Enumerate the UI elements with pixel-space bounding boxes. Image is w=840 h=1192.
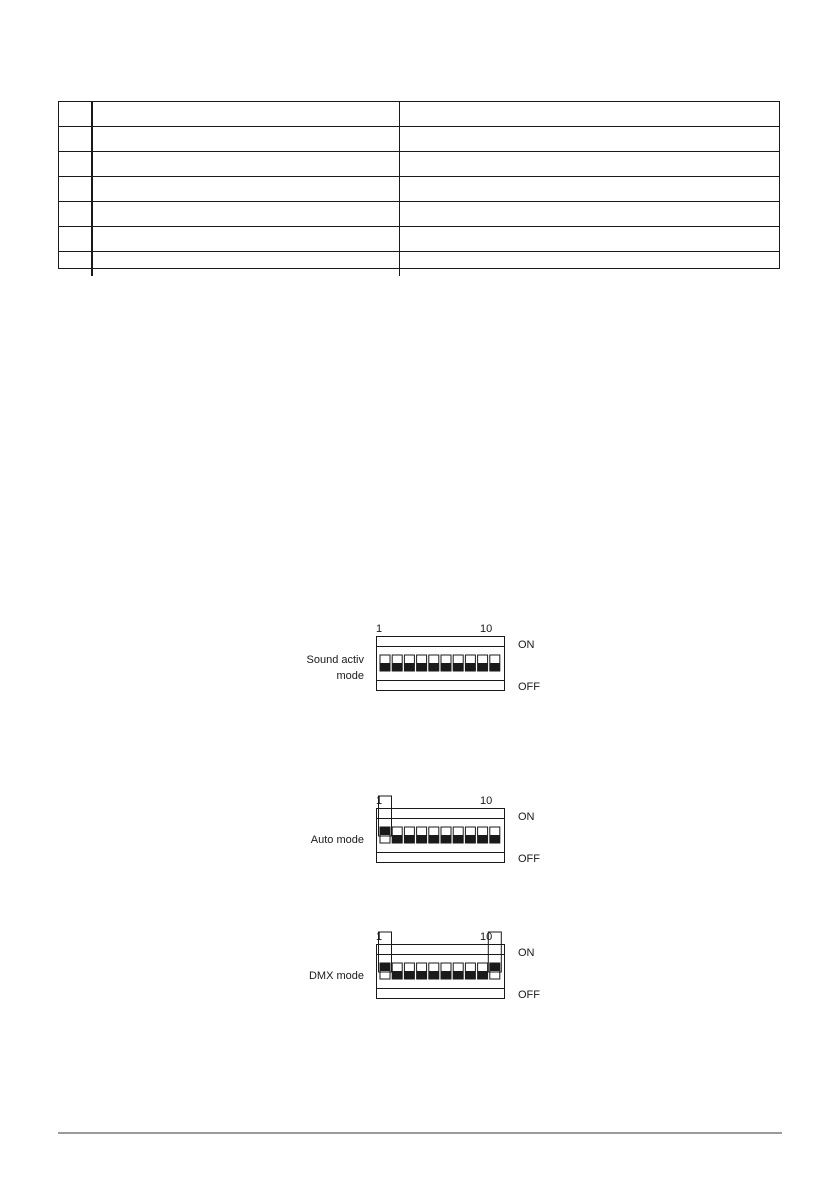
dip-switch-4-lever — [417, 835, 427, 843]
dip-switch-9-lever — [478, 835, 488, 843]
mode-label-line: Sound activ — [306, 654, 364, 666]
dip-diagram-dmx-mode — [309, 931, 540, 1001]
dip-switch-8-lever — [465, 663, 475, 671]
switch-number-last: 10 — [480, 623, 493, 635]
footer-rule — [58, 1132, 782, 1134]
switch-number-last: 10 — [480, 931, 493, 943]
switch-number-first: 1 — [376, 931, 383, 943]
dip-switch-9-lever — [478, 663, 488, 671]
dip-switch-1-lever — [380, 663, 390, 671]
dip-switch-5-lever — [429, 663, 439, 671]
switch-number-first: 1 — [376, 795, 383, 807]
dip-switch-7-lever — [453, 835, 463, 843]
mode-label-line: DMX mode — [308, 970, 364, 982]
dip-switch-2-lever — [392, 971, 402, 979]
dip-switch-1-lever — [380, 827, 390, 835]
off-label: OFF — [518, 989, 540, 1001]
mode-label-line: mode — [336, 670, 364, 682]
switch-number-first: 1 — [376, 623, 383, 635]
switch-number-last: 10 — [480, 795, 493, 807]
mode-label-line: Auto mode — [310, 834, 364, 846]
dip-switch-7-lever — [453, 663, 463, 671]
dip-switch-2-lever — [392, 835, 402, 843]
dip-switch-2-lever — [392, 663, 402, 671]
dip-switch-1-lever — [380, 963, 390, 971]
dip-switch-3-lever — [404, 663, 414, 671]
dip-switch-3-lever — [404, 835, 414, 843]
dip-switch-3-lever — [404, 971, 414, 979]
dip-switch-5-lever — [429, 835, 439, 843]
dip-switch-10-lever — [490, 663, 500, 671]
dip-switch-9-lever — [478, 971, 488, 979]
dip-switch-6-lever — [441, 835, 451, 843]
dip-switch-8-lever — [465, 971, 475, 979]
off-label: OFF — [518, 853, 540, 865]
dip-switch-4-lever — [417, 971, 427, 979]
dip-diagram-auto-mode — [311, 795, 540, 865]
dip-switch-7-lever — [453, 971, 463, 979]
dip-switch-8-lever — [465, 835, 475, 843]
on-label: ON — [518, 811, 535, 823]
off-label: OFF — [518, 681, 540, 693]
dip-switch-5-lever — [429, 971, 439, 979]
on-label: ON — [518, 639, 535, 651]
dip-switch-6-lever — [441, 971, 451, 979]
dip-switch-10-lever — [490, 835, 500, 843]
dip-switch-10-lever — [490, 963, 500, 971]
dip-diagram-sound-activ-mode — [307, 623, 541, 693]
dip-switch-6-lever — [441, 663, 451, 671]
dip-switch-4-lever — [417, 663, 427, 671]
on-label: ON — [518, 947, 535, 959]
